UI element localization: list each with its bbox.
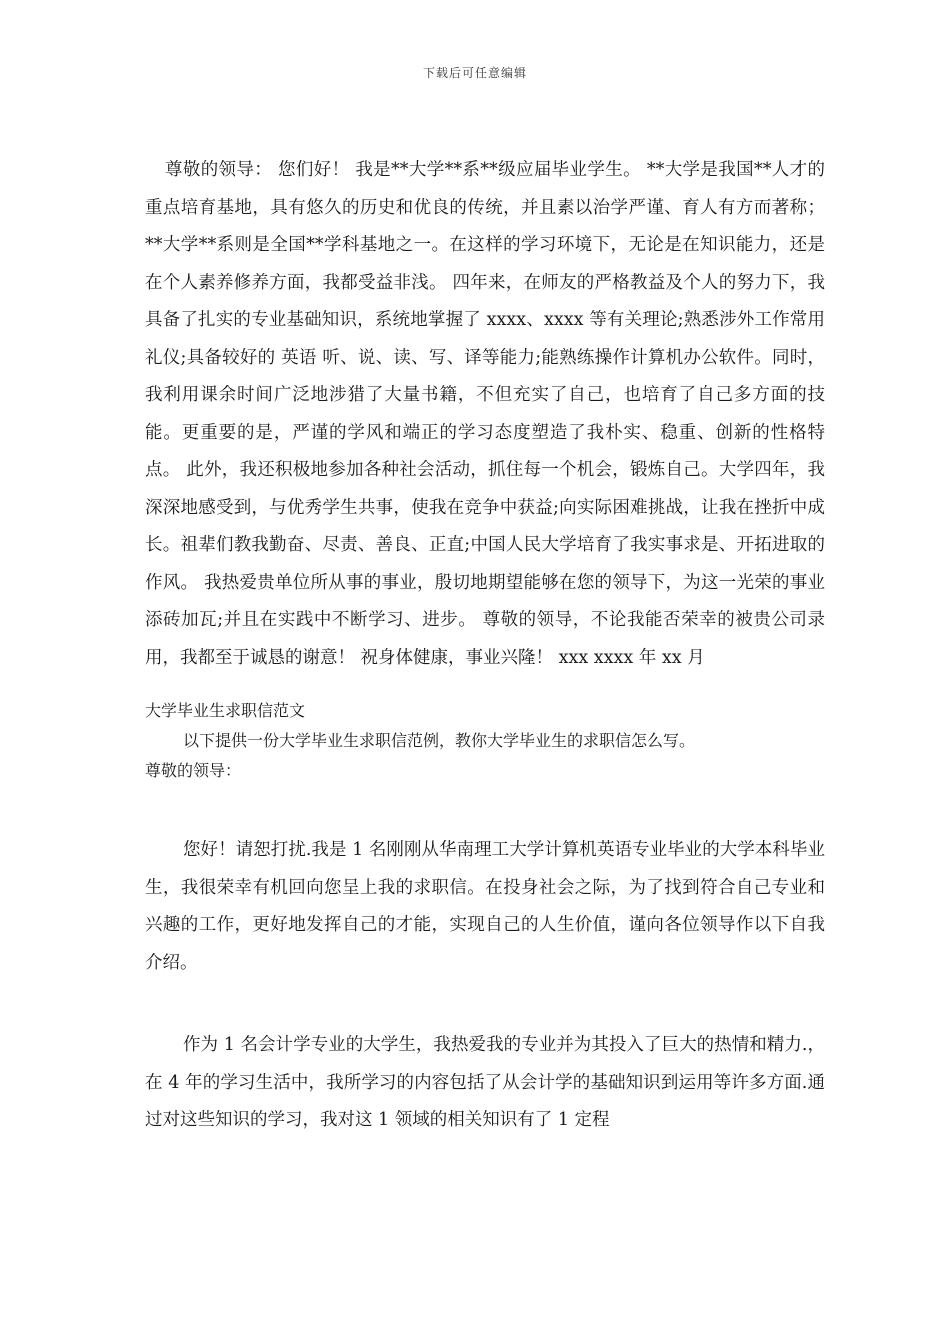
document-body [145,152,825,1140]
salutation: 尊敬的领导： [145,761,242,780]
section-intro: 以下提供一份大学毕业生求职信范例，教你大学毕业生的求职信怎么写。 [183,731,696,750]
page-header-note: 下载后可任意编辑 [422,66,527,80]
letter-paragraph-2: 作为 1 名会计学专业的大学生，我热爱我的专业并为其投入了巨大的热情和精力.，在 4 年的学习生活中，我所学习的内容包括了从会计学的基础知识到运用等许多方面.通 过对这些知识的学习，我对这 1 领域的相关知识有了 1 定程 [145,1035,825,1130]
section-title: 大学毕业生求职信范文 [145,701,306,720]
cover-letter-text: 尊敬的领导： 您们好！ 我是**大学**系**级应届毕业学生。 **大学是我国**人才的重点培育基地，具有悠久的历史和优良的传统，并且素以治学严谨、育人有方而著称；**大学**系则是全国**学科基地之一。在这样的学习环境下，无论是在知识能力，还是在个人素养修养方面，我都受益非浅。 四年来，在师友的严格教益及个人的努力下，我具备了扎实的专业基础知识，系统地掌握了 xxxx、xxxx 等有关理论;熟悉涉外工作常用礼仪;具备较好的 英语 听、说、读、写、译等能力;能熟练操作计算机办公软件。同时，我利用课余时间广泛地涉猎了大量书籍，不但充实了自己，也培育了自己多方面的技能。更重要的是，严谨的学风和端正的学习态度塑造了我朴实、稳重、创新的性格特点。 此外，我还积极地参加各种社会活动，抓住每一个机会，锻炼自己。大学四年，我深深地感受到，与优秀学生共事，使我在竞争中获益;向实际困难挑战，让我在挫折中成长。祖辈们教我勤奋、尽责、善良、正直;中国人民大学培育了我实事求是、开拓进取的作风。 我热爱贵单位所从事的事业，殷切地期望能够在您的领导下，为这一光荣的事业添砖加瓦;并且在实践中不断学习、进步。 尊敬的领导，不论我能否荣幸的被贵公司录用，我都至于诚恳的谢意！ 祝身体健康，事业兴隆！ xxx xxxx 年 xx 月 [145,160,825,668]
letter-paragraph-1: 您好！请恕打扰.我是 1 名刚刚从华南理工大学计算机英语专业毕业的大学本科毕业生，我很荣幸有机回向您呈上我的求职信。在投身社会之际，为了找到符合自己专业和兴趣的工作，更好地发挥自己的才能，实现自己的人生价值，谨向各位领导作以下自我介绍。 [145,840,825,973]
